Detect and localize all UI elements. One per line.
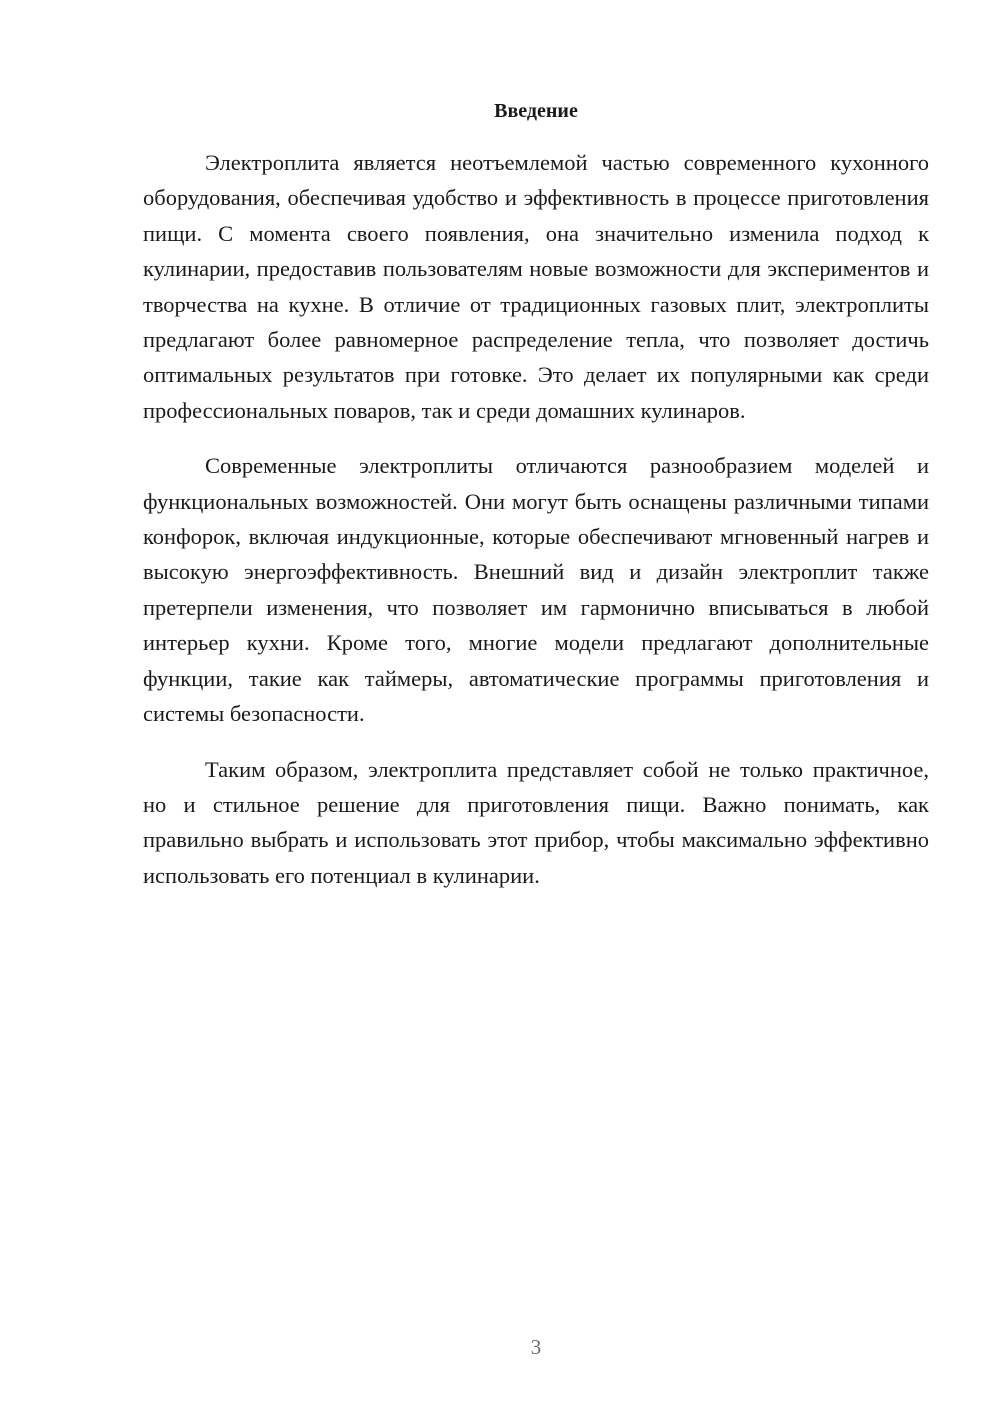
page-content (143, 97, 929, 913)
section-heading: Введение (494, 100, 578, 122)
paragraph-1: Электроплита является неотъемлемой частью современного кухонного оборудования, обеспечивая удобство и эффективность в процессе приготовления пищи. С момента своего появления, она значительно изменила подход к кулинарии, предоставив пользователям новые возможности для экспериментов и творчества на кухне. В отличие от традиционных газовых плит, электроплиты предлагают более равномерное распределение тепла, что позволяет достичь оптимальных результатов при готовке. Это делает их популярными как среди профессиональных поваров, так и среди домашних кулинаров. (143, 150, 929, 423)
paragraph-3: Таким образом, электроплита представляет собой не только практичное, но и стильное решение для приготовления пищи. Важно понимать, как правильно выбрать и использовать этот прибор, чтобы максимально эффективно использовать его потенциал в кулинарии. (143, 756, 929, 888)
paragraph-2: Современные электроплиты отличаются разнообразием моделей и функциональных возможностей. Они могут быть оснащены различными типами конфорок, включая индукционные, которые обеспечивают мгновенный нагрев и высокую энергоэффективность. Внешний вид и дизайн электроплит также претерпели изменения, что позволяет им гармонично вписываться в любой интерьер кухни. Кроме того, многие модели предлагают дополнительные функции, такие как таймеры, автоматические программы приготовления и системы безопасности. (143, 453, 929, 727)
page-number: 3 (530, 1335, 542, 1359)
